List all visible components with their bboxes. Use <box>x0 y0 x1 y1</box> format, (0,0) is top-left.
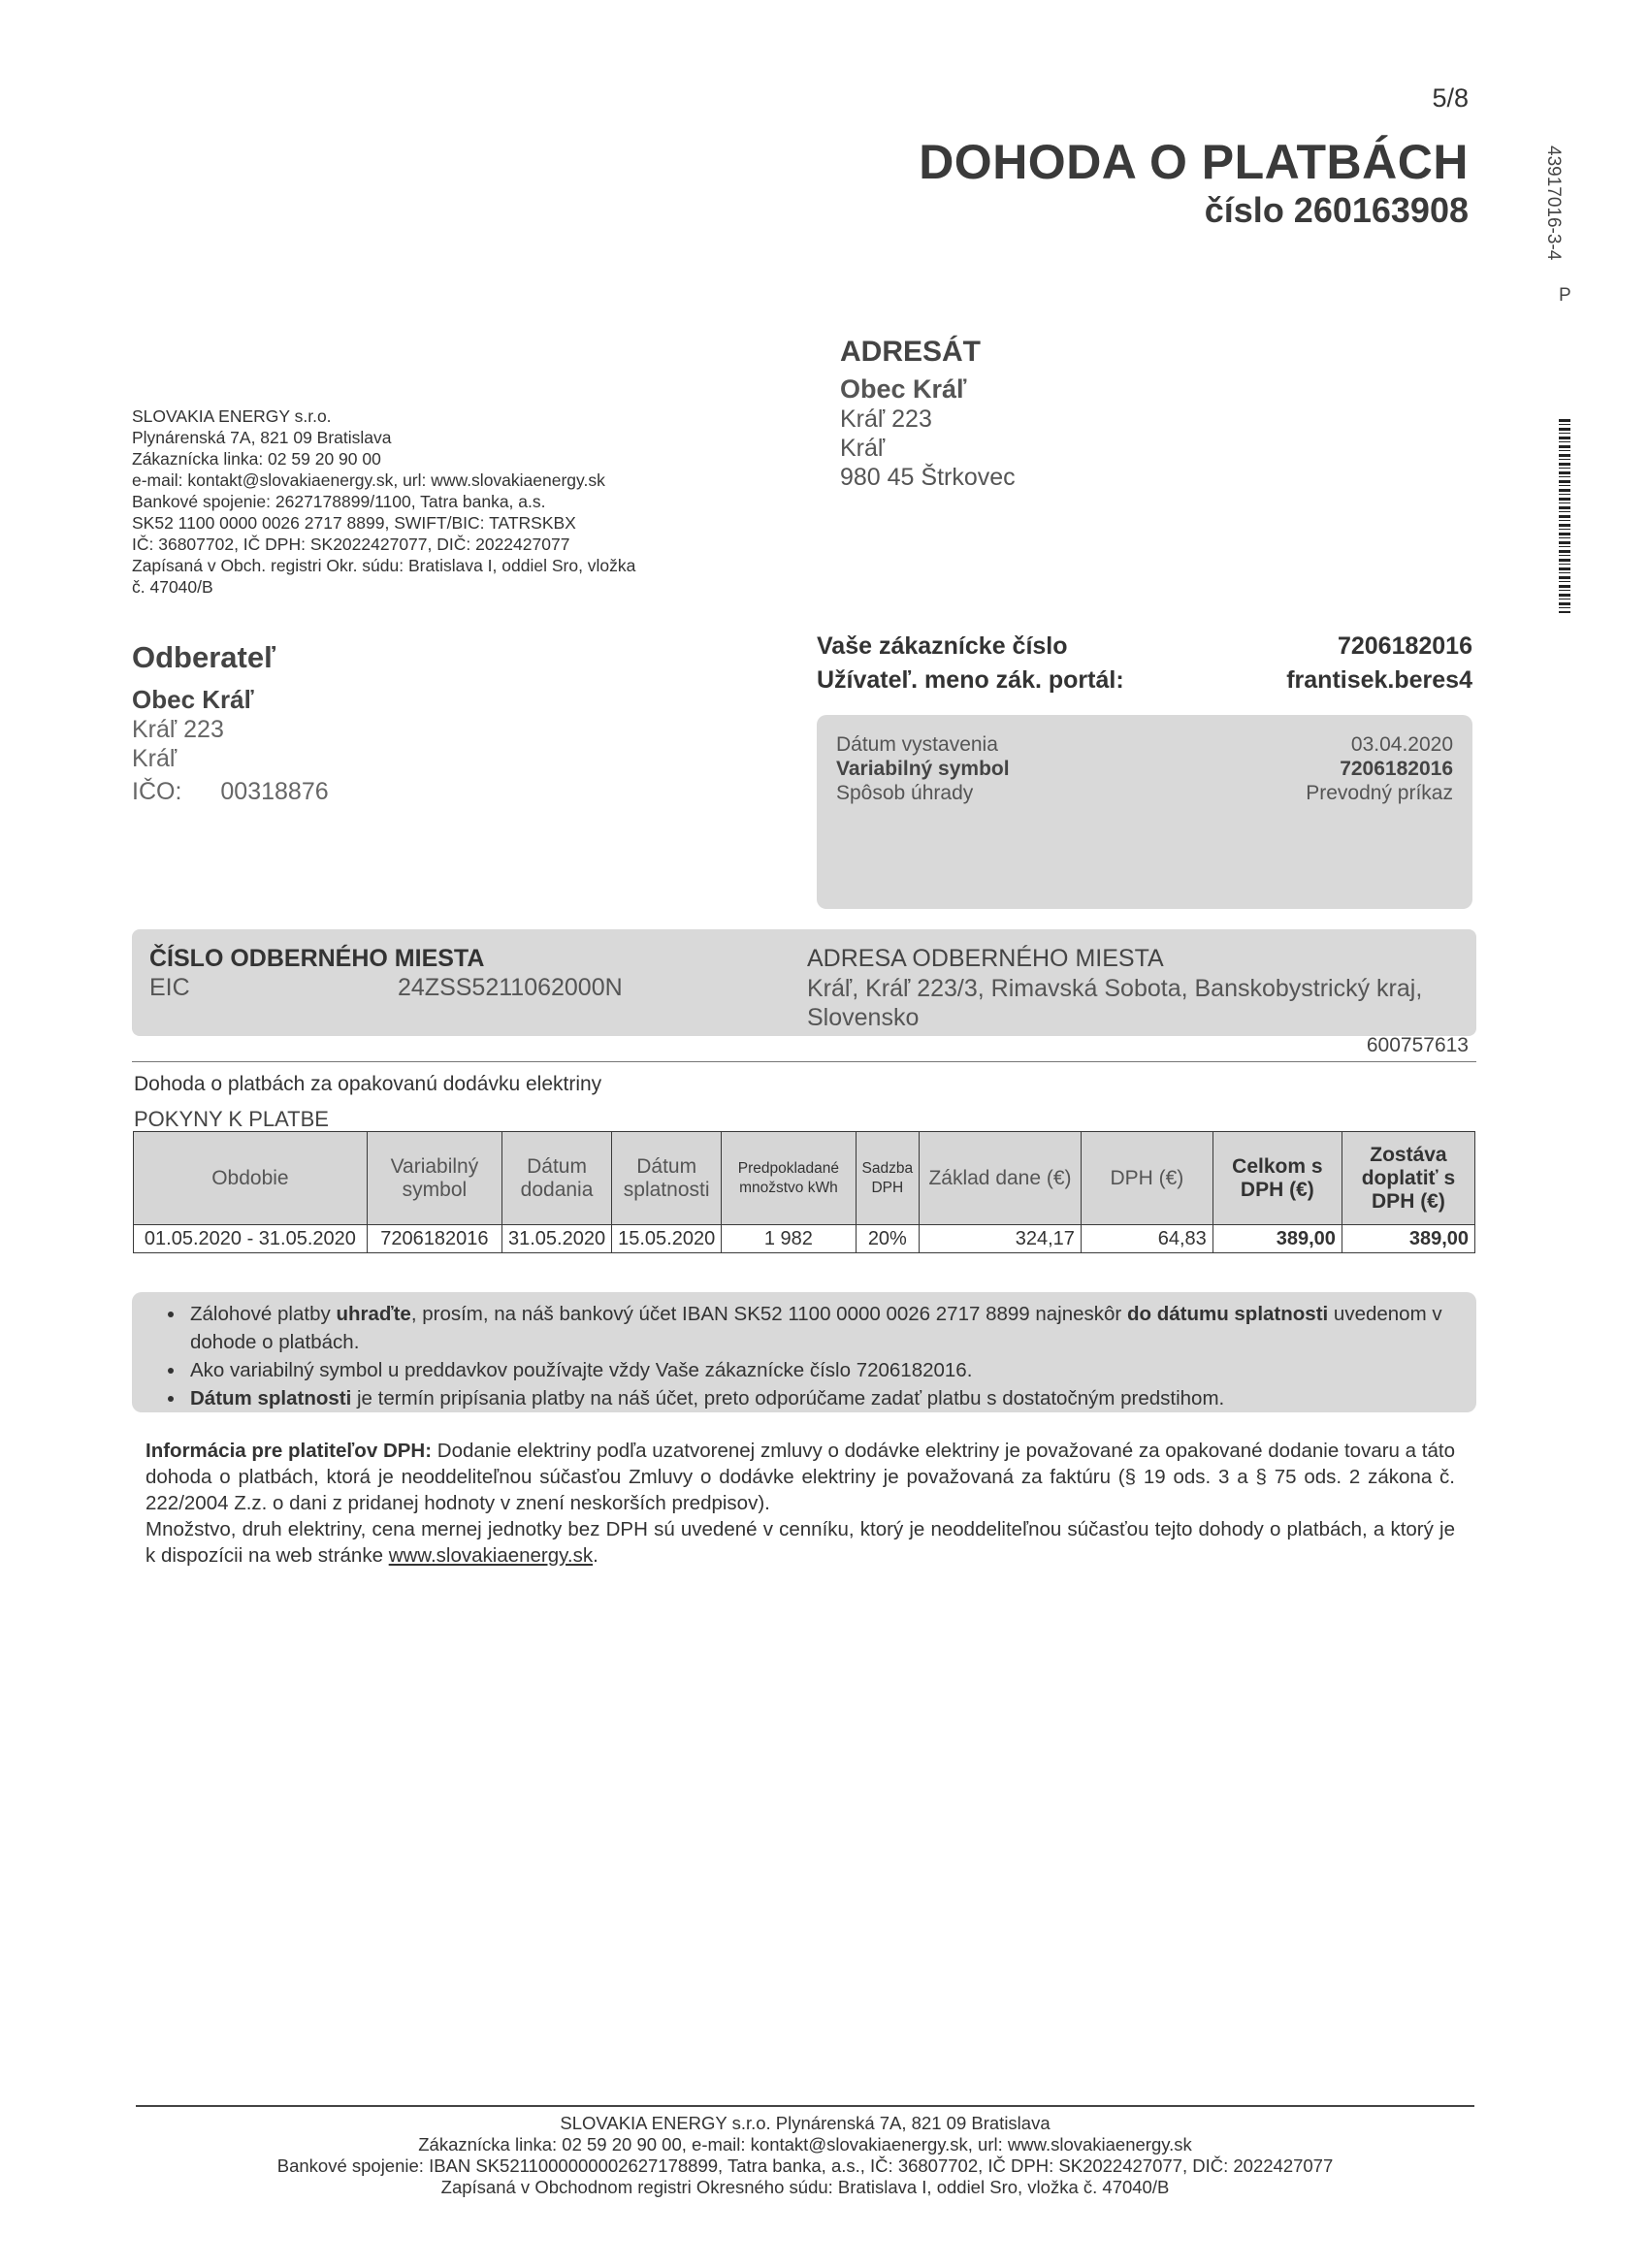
portal-username: frantisek.beres4 <box>1286 666 1472 694</box>
agreement-subtitle: Dohoda o platbách za opakovanú dodávku elektriny <box>134 1073 602 1095</box>
list-item: • Dátum splatnosti je termín pripísania platby na náš účet, preto odporúčame zadať platbu s dostatočným predstihom. <box>186 1384 1453 1412</box>
list-item: • Ako variabilný symbol u preddavkov používajte vždy Vaše zákaznícke číslo 7206182016. <box>186 1356 1453 1384</box>
supply-address-header: ADRESA ODBERNÉHO MIESTA <box>807 945 1164 972</box>
side-reference-code: 4391701​6-3-4 <box>1543 146 1564 261</box>
company-line: SK52 1100 0000 0026 2717 8899, SWIFT/BIC: TATRSKBX <box>132 513 576 533</box>
footer-divider <box>136 2105 1474 2107</box>
supply-address: Kráľ, Kráľ 223/3, Rimavská Sobota, Banskobystrický kraj, Slovensko <box>807 975 1423 1031</box>
cell-tax-base: 324,17 <box>920 1225 1082 1253</box>
addressee-label: ADRESÁT <box>840 336 982 368</box>
col-total: Celkom s DPH (€) <box>1212 1132 1342 1225</box>
cell-period: 01.05.2020 - 31.05.2020 <box>134 1225 368 1253</box>
barcode-image <box>1559 419 1570 613</box>
document-number: číslo 260163908 <box>1204 190 1469 230</box>
cell-total: 389,00 <box>1212 1225 1342 1253</box>
cell-remaining: 389,00 <box>1342 1225 1474 1253</box>
cell-due-date: 15.05.2020 <box>612 1225 722 1253</box>
payment-method: Prevodný príkaz <box>1306 782 1453 804</box>
issue-date-label: Dátum vystavenia <box>836 733 998 756</box>
company-line: Zapísaná v Obch. registri Okr. súdu: Bratislava I, oddiel Sro, vložka <box>132 556 636 575</box>
cell-kwh: 1 982 <box>722 1225 856 1253</box>
cell-delivery-date: 31.05.2020 <box>501 1225 611 1253</box>
account-info <box>817 632 1472 700</box>
customer-label: Odberateľ <box>132 640 276 674</box>
company-line: Plynárenská 7A, 821 09 Bratislava <box>132 428 392 447</box>
col-delivery-date: Dátum dodania <box>501 1132 611 1225</box>
payment-notes <box>132 1292 1476 1412</box>
col-due-date: Dátum splatnosti <box>612 1132 722 1225</box>
divider <box>132 1061 1476 1062</box>
customer-line: Kráľ <box>132 745 178 772</box>
cell-vat-rate: 20% <box>856 1225 920 1253</box>
col-vat: DPH (€) <box>1081 1132 1212 1225</box>
col-period: Obdobie <box>134 1132 368 1225</box>
page-number: 5/8 <box>1432 83 1469 113</box>
company-line: SLOVAKIA ENERGY s.r.o. <box>132 406 332 426</box>
customer-name: Obec Kráľ <box>132 685 254 714</box>
payment-method-label: Spôsob úhrady <box>836 782 974 804</box>
company-line: Bankové spojenie: 2627178899/1100, Tatra banka, a.s. <box>132 492 546 511</box>
footer-line: SLOVAKIA ENERGY s.r.o. Plynárenská 7A, 821 09 Bratislava <box>560 2113 1051 2133</box>
addressee-block <box>840 336 1016 492</box>
customer-number-label: Vaše zákaznícke číslo <box>817 632 1068 660</box>
issue-date: 03.04.2020 <box>1350 733 1453 756</box>
col-tax-base: Základ dane (€) <box>920 1132 1082 1225</box>
customer-number: 7206182016 <box>1337 632 1472 660</box>
list-item: • Zálohové platby uhraďte, prosím, na náš bankový účet IBAN SK52 1100 0000 0026 2717 8899 najneskôr do dátumu splatnosti uvedenom v dohode o platbách. <box>186 1300 1453 1356</box>
footer-line: Zákaznícka linka: 02 59 20 90 00, e-mail: kontakt@slovakiaenergy.sk, url: www.slovakiaenergy.sk <box>418 2134 1192 2155</box>
col-variable-symbol: Variabilný symbol <box>367 1132 501 1225</box>
addressee-line: 980 45 Štrkovec <box>840 464 1016 491</box>
variable-symbol: 7206182016 <box>1340 758 1453 780</box>
customer-block <box>132 640 329 806</box>
ico-value: 00318876 <box>220 778 329 805</box>
portal-username-label: Užívateľ. meno zák. portál: <box>817 666 1124 694</box>
table-row <box>134 1225 1475 1253</box>
customer-line: Kráľ 223 <box>132 716 224 743</box>
payment-instructions-heading: POKYNY K PLATBE <box>134 1107 329 1131</box>
company-line: č. 47040/B <box>132 577 213 597</box>
addressee-line: Kráľ 223 <box>840 405 932 433</box>
document-title: DOHODA O PLATBÁCH <box>919 135 1469 189</box>
cell-vat: 64,83 <box>1081 1225 1212 1253</box>
col-remaining: Zostáva doplatiť s DPH (€) <box>1342 1132 1474 1225</box>
addressee-name: Obec Kráľ <box>840 374 967 404</box>
addressee-line: Kráľ <box>840 435 886 462</box>
col-estimated-kwh: Predpokladané množstvo kWh <box>722 1132 856 1225</box>
vat-info-text: Dodanie elektriny podľa uzatvorenej zmluvy o dodávke elektriny je považované za opakované dodanie tovaru a táto dohoda o platbách, ktorá je neoddeliteľnou súčasťou Zmluvy o dodávke elektriny je považovaná za faktúru (§ 19 ods. 3 a § 75 ods. 2 zákona č. 222/2004 Z.z. o dani z pridanej hodnoty v znení neskorších predpisov). <box>146 1440 1455 1514</box>
vat-information: Informácia pre platiteľov DPH: Dodanie elektriny podľa uzatvorenej zmluvy o dodávke elektriny je považované za opakované dodanie tovaru a táto dohoda o platbách, ktorá je neoddeliteľnou súčasťou Zmluvy o dodávke elektriny je považovaná za faktúru (§ 19 ods. 3 a § 75 ods. 2 zákona č. 222/2004 Z.z. o dani z pridanej hodnoty v znení neskorších predpisov). Množstvo, druh elektriny, cena mernej jednotky bez DPH sú uvedené v cenníku, ktorý je neoddeliteľnou súčasťou tejto dohody o platbách, a ktorý je k dispozícii na web stránke www.slovakiaenergy.sk. <box>146 1440 1455 1567</box>
footer-line: Zapísaná v Obchodnom registri Okresného súdu: Bratislava I, oddiel Sro, vložka č. 47040/B <box>440 2177 1170 2197</box>
ico-label: IČO: <box>132 778 182 805</box>
footer <box>136 2113 1474 2198</box>
vat-info-label: Informácia pre platiteľov DPH: <box>146 1440 433 1462</box>
vat-info-text: Množstvo, druh elektriny, cena mernej jednotky bez DPH sú uvedené v cenníku, ktorý je neoddeliteľnou súčasťou tejto dohody o platbách, a ktorý je k dispozícii na web stránke <box>146 1518 1455 1567</box>
supply-point-header: ČÍSLO ODBERNÉHO MIESTA <box>149 945 485 972</box>
customer-ico <box>132 777 329 806</box>
footer-line: Bankové spojenie: IBAN SK5211000000002627178899, Tatra banka, a.s., IČ: 36807702, IČ DPH: SK2022427077, DIČ: 2022427077 <box>276 2155 1334 2176</box>
cell-variable-symbol: 7206182016 <box>367 1225 501 1253</box>
supply-point-number: 600757613 <box>1366 1034 1469 1056</box>
eic-code: 24ZSS5211062000N <box>398 974 623 1001</box>
table-header-row <box>134 1132 1475 1225</box>
company-line: e-mail: kontakt@slovakiaenergy.sk, url: www.slovakiaenergy.sk <box>132 470 605 490</box>
company-line: IČ: 36807702, IČ DPH: SK2022427077, DIČ: 2022427077 <box>132 535 570 554</box>
variable-symbol-label: Variabilný symbol <box>836 758 1010 780</box>
company-line: Zákaznícka linka: 02 59 20 90 00 <box>132 449 381 469</box>
website-link[interactable]: www.slovakiaenergy.sk <box>388 1544 594 1567</box>
side-letter: P <box>1559 285 1571 306</box>
document-info-box <box>817 715 1472 909</box>
company-info <box>132 405 714 598</box>
col-vat-rate: Sadzba DPH <box>856 1132 920 1225</box>
payment-table <box>133 1131 1475 1253</box>
eic-label: EIC <box>149 974 190 1001</box>
